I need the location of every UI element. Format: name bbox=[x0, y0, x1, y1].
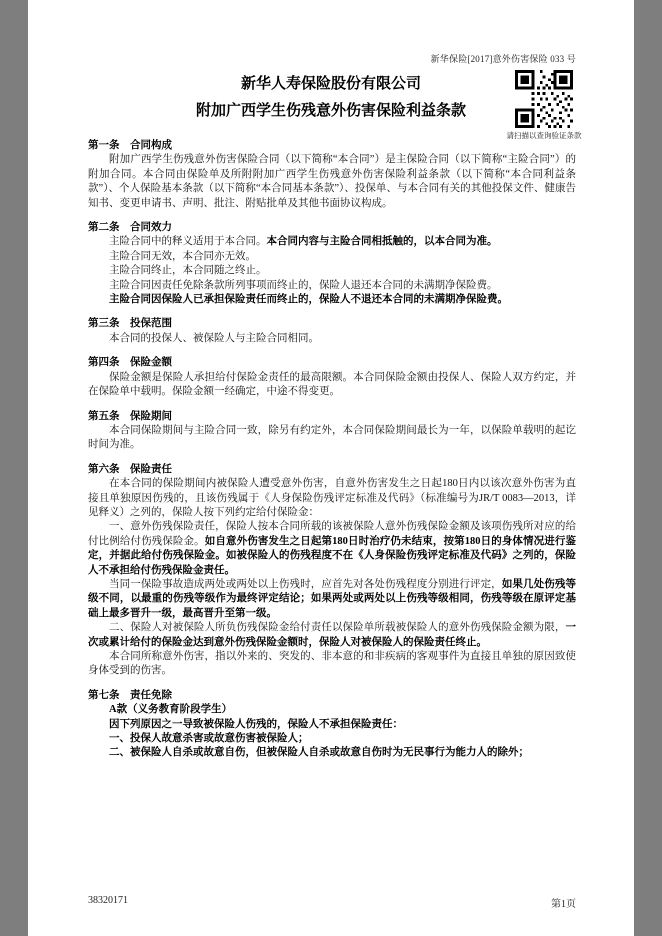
text-run-bold: 如自意外伤害发生之日起第180日时治疗仍未结束，按第180日的身体情况进行鉴定，并据此给付伤残保险金。如被保险人的伤残程度不在《人身保险伤残评定标准及代码》之列的，保险人不承担给付伤残保险金责任。 bbox=[88, 535, 576, 576]
text-run: 一、意外伤残保险责任，保险人按本合同所载的该被保险人意外伤残保险金额及该项伤残所对应的给付比例给付伤残保险金。 bbox=[88, 521, 576, 547]
paragraph bbox=[88, 650, 576, 679]
paragraph bbox=[88, 424, 576, 453]
paragraph bbox=[88, 250, 576, 264]
text-run-bold: 二、被保险人自杀或故意自伤，但被保险人自杀或故意自伤时为无民事行为能力人的除外； bbox=[109, 747, 529, 759]
text-run: 二、保险人对被保险人所负伤残保险金给付责任以保险单所载被保险人的意外伤残保险金额为限， bbox=[109, 622, 566, 634]
section-heading: 第五条 保险期间 bbox=[88, 410, 172, 422]
doc-number: 新华保险[2017]意外伤害保险 033 号 bbox=[430, 54, 576, 64]
text-run-bold: A款（义务教育阶段学生） bbox=[109, 704, 233, 716]
section-heading: 第六条 保险责任 bbox=[88, 463, 172, 475]
title-line-2: 附加广西学生伤残意外伤害保险利益条款 bbox=[195, 103, 466, 119]
text-run-bold: 主险合同因保险人已承担保险责任而终止的，保险人不退还本合同的未满期净保险费。 bbox=[109, 294, 508, 306]
paragraph bbox=[88, 746, 576, 760]
text-run-bold: 本合同内容与主险合同相抵触的，以本合同为准。 bbox=[266, 236, 498, 248]
page-footer bbox=[88, 895, 576, 910]
section-6 bbox=[88, 463, 576, 679]
section-2 bbox=[88, 221, 576, 307]
paragraph bbox=[88, 332, 576, 346]
text-run-bold: 如果几处伤残等级不同，以最重的伤残等级作为最终评定结论；如果两处或两处以上伤残等级相同，伤残等级在原评定基础上最多晋升一级，最高晋升至第一级。 bbox=[88, 578, 577, 619]
text-run-bold: 一、投保人故意杀害或故意伤害被保险人； bbox=[109, 733, 309, 745]
text-run: 本合同所称意外伤害，指以外来的、突发的、非本意的和非疾病的客观事件为直接且单独的原因致使身体受到的伤害。 bbox=[88, 651, 576, 677]
section-heading: 第二条 合同效力 bbox=[88, 222, 172, 234]
text-run-bold: 一次或累计给付的保险金达到意外伤残保险金额时，保险人对被保险人的保险责任终止。 bbox=[88, 622, 576, 648]
paragraph bbox=[88, 371, 576, 400]
section-3 bbox=[88, 317, 576, 346]
text-run-bold: 因下列原因之一导致被保险人伤残的，保险人不承担保险责任： bbox=[109, 718, 403, 730]
document-page bbox=[28, 0, 634, 936]
paragraph bbox=[88, 293, 576, 307]
section-7 bbox=[88, 689, 576, 761]
paragraph bbox=[88, 621, 576, 650]
paragraph bbox=[88, 520, 576, 578]
paragraph bbox=[88, 578, 576, 621]
document-body bbox=[28, 125, 634, 761]
paragraph bbox=[88, 279, 576, 293]
text-run: 附加广西学生伤残意外伤害保险合同（以下简称“本合同”）是主保险合同（以下简称“主险合同”）的附加合同。本合同由保险单及所附附加广西学生伤残意外伤害保险利益条款（以下简称“本合同利益条款”）、个人保险基本条款（以下简称“本合同基本条款”）、投保单、与本合同有关的其他投保文件、健康告知书、变更申请书、声明、批注、附贴批单及其他书面协议构成。 bbox=[88, 154, 576, 209]
section-heading: 第三条 投保范围 bbox=[88, 318, 172, 330]
text-run: 主险合同中的释义适用于本合同。 bbox=[109, 236, 267, 248]
text-run: 在本合同的保险期间内被保险人遭受意外伤害，自意外伤害发生之日起180日内以该次意外伤害为直接且单独原因伤残的，且该伤残属于《人身保险伤残评定标准及代码》（标准编号为JR/T 0083—2013，详见释义）之列的，保险人按下列约定给付保险金： bbox=[88, 478, 576, 518]
paragraph bbox=[88, 264, 576, 278]
text-run: 本合同保险期间与主险合同一致，除另有约定外，本合同保险期间最长为一年，以保险单载明的起讫时间为准。 bbox=[88, 424, 576, 451]
text-run: 本合同的投保人、被保险人与主险合同相同。 bbox=[109, 332, 319, 344]
page-number: 第1页 bbox=[551, 899, 576, 910]
paragraph bbox=[88, 718, 576, 732]
text-run: 主险合同无效，本合同亦无效。 bbox=[109, 250, 256, 262]
paragraph bbox=[88, 153, 576, 211]
text-run: 保险金额是保险人承担给付保险金责任的最高限额。本合同保险金额由投保人、保险人双方约定，并在保险单中载明。保险金额一经确定，中途不得变更。 bbox=[88, 371, 576, 398]
qr-block bbox=[502, 70, 586, 141]
footer-code: 38320171 bbox=[88, 895, 128, 906]
text-run: 当同一保险事故造成两处或两处以上伤残时，应首先对各处伤残程度分别进行评定， bbox=[109, 578, 502, 590]
paragraph bbox=[88, 703, 576, 717]
text-run: 主险合同因责任免除条款所列事项而终止的，保险人退还本合同的未满期净保险费。 bbox=[109, 279, 498, 291]
section-5 bbox=[88, 410, 576, 453]
title-line-1: 新华人寿保险股份有限公司 bbox=[240, 76, 421, 92]
paragraph bbox=[88, 732, 576, 746]
section-heading: 第四条 保险金额 bbox=[88, 357, 172, 369]
section-4 bbox=[88, 356, 576, 399]
text-run: 主险合同终止，本合同随之终止。 bbox=[109, 265, 267, 277]
section-heading: 第一条 合同构成 bbox=[88, 140, 172, 151]
paragraph bbox=[88, 477, 576, 520]
qr-caption: 请扫描以查询验证条款 bbox=[506, 131, 582, 140]
section-1 bbox=[88, 139, 576, 211]
paragraph bbox=[88, 235, 576, 249]
qr-code bbox=[515, 70, 573, 128]
section-heading: 第七条 责任免除 bbox=[88, 689, 172, 701]
